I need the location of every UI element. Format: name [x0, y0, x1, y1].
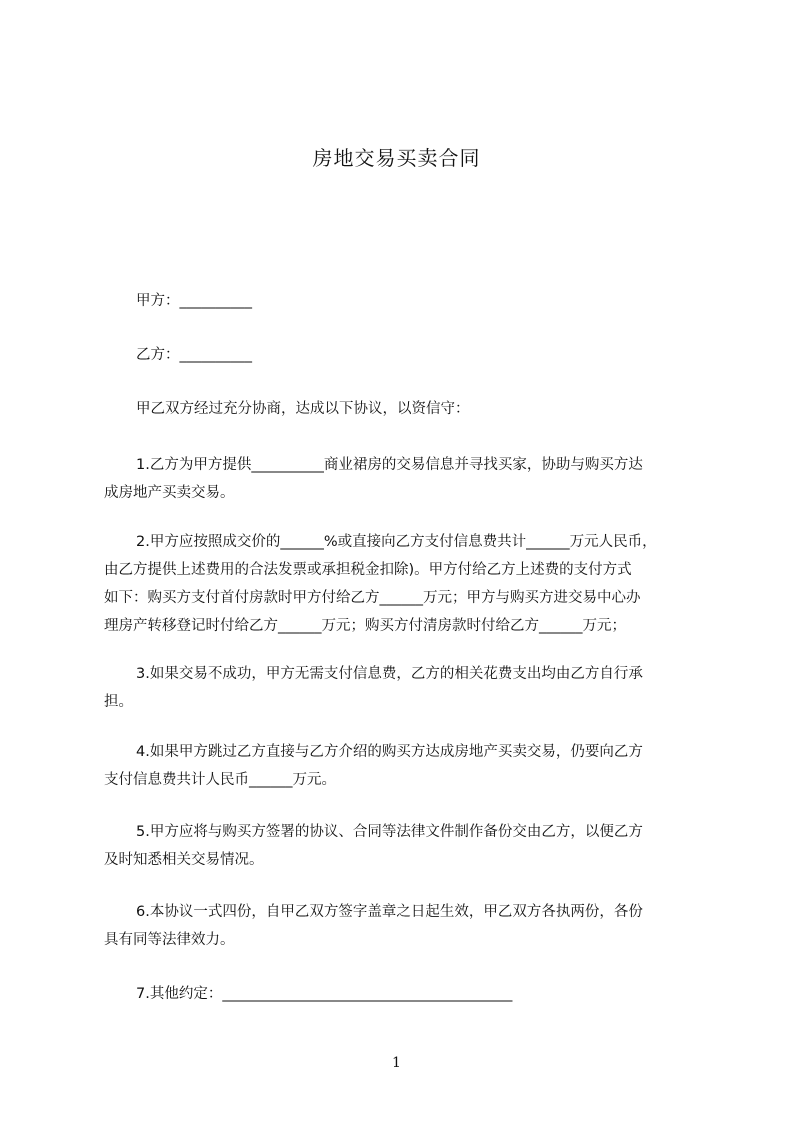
intro-text: 甲乙双方经过充分协商，达成以下协议，以资信守：: [136, 401, 470, 417]
clause-2: [104, 528, 704, 640]
clause-7: [104, 980, 704, 1008]
clause-line: 7.其他约定：________________________________________: [136, 986, 513, 1002]
clause-line: 1.乙方为甲方提供__________商业裙房的交易信息并寻找买家，协助与购买方达: [136, 457, 643, 473]
clause-line: 由乙方提供上述费用的合法发票或承担税金扣除)。甲方付给乙方上述费的支付方式: [104, 562, 632, 578]
clause-line: 及时知悉相关交易情况。: [104, 852, 264, 868]
party-b-line: 乙方：__________: [136, 347, 252, 363]
document-title: 房地交易买卖合同: [312, 146, 481, 170]
clause-3: [104, 660, 704, 716]
clause-line: 具有同等法律效力。: [104, 932, 235, 948]
clause-line: 2.甲方应按照成交价的______%或直接向乙方支付信息费共计______万元人民币，: [136, 534, 657, 550]
party-a-line: 甲方：__________: [136, 293, 252, 309]
clause-line: 6.本协议一式四份，自甲乙双方签字盖章之日起生效，甲乙双方各执两份，各份: [136, 904, 643, 920]
clause-line: 如下：购买方支付首付房款时甲方付给乙方______万元；甲方与购买方进交易中心办: [104, 590, 641, 606]
clause-line: 担。: [104, 694, 133, 710]
clause-1: [104, 451, 704, 507]
clause-line: 成房地产买卖交易。: [104, 485, 235, 501]
clause-line: 支付信息费共计人民币______万元。: [104, 772, 336, 788]
clause-6: [104, 898, 704, 954]
page-number: 1: [392, 1055, 401, 1071]
clause-line: 3.如果交易不成功，甲方无需支付信息费，乙方的相关花费支出均由乙方自行承: [136, 666, 643, 682]
clause-line: 4.如果甲方跳过乙方直接与乙方介绍的购买方达成房地产买卖交易，仍要向乙方: [136, 744, 643, 760]
clause-line: 5.甲方应将与购买方签署的协议、合同等法律文件制作备份交由乙方，以便乙方: [136, 824, 643, 840]
clause-5: [104, 818, 704, 874]
clause-4: [104, 738, 704, 794]
clause-line: 理房产转移登记时付给乙方______万元；购买方付清房款时付给乙方______万元；: [104, 618, 626, 634]
